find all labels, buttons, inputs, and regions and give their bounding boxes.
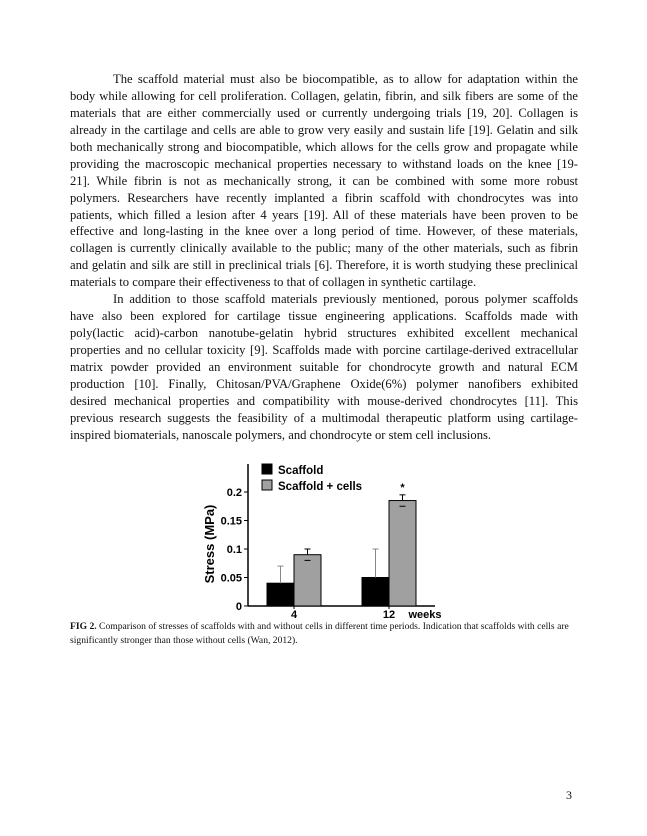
stress-bar-chart: [190, 460, 450, 620]
text-line: poly(lactic acid)-carbon nanotube-gelatin hybrid structures exhibited excellent mechanical: [70, 326, 578, 341]
text-line: materials to compare their effectiveness to that of collagen in synthetic cartilage.: [70, 275, 477, 290]
text-line: polymers. Researchers have recently implanted a fibrin scaffold with chondrocytes was into: [70, 190, 578, 205]
text-line: body while allowing for cell proliferation. Collagen, gelatin, fibrin, and silk fibers are some of the: [70, 88, 578, 103]
y-axis-title: Stress (MPa): [202, 504, 217, 584]
text-line: both mechanically strong and biocompatible, which allows for the cells grow and propagate while: [70, 139, 578, 154]
y-tick-label: 0.1: [226, 544, 242, 556]
text-line: previous research suggests the feasibility of a multimodal therapeutic platform using cartilage-: [70, 410, 578, 425]
caption-label: FIG 2.: [70, 621, 97, 632]
text-line: In addition to those scaffold materials previously mentioned, porous polymer scaffolds: [113, 292, 578, 307]
text-line: production [10]. Finally, Chitosan/PVA/Graphene Oxide(6%) polymer nanofibers exhibited: [70, 376, 578, 391]
legend-swatch: [262, 464, 272, 474]
text-line: The scaffold material must also be biocompatible, as to allow for adaptation within the: [113, 72, 578, 86]
text-line: materials that are either commercially used or currently undergoing trials [19, 20]. Collagen is: [70, 105, 578, 120]
text-line: already in the cartilage and cells are able to grow very easily and sustain life [19]. Gelatin and silk: [70, 122, 578, 137]
text-line: desired mechanical properties and compatibility with mouse-derived chondrocytes [11]. This: [70, 393, 578, 408]
significance-marker: *: [400, 481, 405, 494]
bar-scaffold-12: [362, 578, 389, 607]
y-tick-label: 0: [235, 601, 242, 613]
bar-scaffold-4: [267, 583, 294, 606]
text-line: properties and no cellular toxicity [9]. Scaffolds made with porcine cartilage-derived extracellular: [70, 343, 578, 357]
caption-text: Comparison of stresses of scaffolds with and without cells in different time periods. Indication that scaffolds with cells are significantly stronger than those without cells (Wan, 2012).: [70, 621, 569, 646]
text-line: 21]. While fibrin is not as mechanically strong, it can be combined with some more robust: [70, 173, 578, 188]
bar-scaffold-cells-4: [294, 555, 321, 606]
text-line: have also been explored for cartilage tissue engineering applications. Scaffolds made with: [70, 309, 578, 324]
bar-scaffold-cells-12: [389, 501, 416, 606]
y-tick-label: 0.15: [220, 515, 242, 528]
text-line: providing the macroscopic mechanical properties necessary to withstand loads on the knee [19-: [70, 156, 578, 171]
text-line: and gelatin and silk are still in preclinical trials [6]. Therefore, it is worth studying these preclinical: [70, 258, 578, 273]
text-line: matrix powder provided an environment suitable for chondrocyte growth and natural ECM: [70, 359, 578, 374]
text-line: collagen is currently clinically available to the public; many of the other materials, such as fibrin: [70, 241, 578, 256]
x-axis-title: weeks: [408, 609, 442, 620]
x-tick-label: 12: [382, 609, 396, 620]
x-tick-label: 4: [290, 609, 298, 620]
y-tick-label: 0.2: [226, 487, 242, 499]
y-tick-label: 0.05: [220, 572, 242, 585]
legend-label: Scaffold: [278, 465, 324, 477]
text-line: patients, which filled a lesion after 4 years [19]. All of these materials have been proven to be: [70, 207, 578, 222]
text-line: effective and long-lasting in the knee over a long period of time. However, of these materials,: [70, 224, 578, 239]
legend-swatch: [262, 480, 272, 490]
page-number: 3: [566, 788, 572, 802]
body-text: [70, 71, 578, 444]
figure-caption: [70, 620, 578, 647]
legend-label: Scaffold + cells: [278, 481, 363, 493]
text-line: inspired biomaterials, nanoscale polymers, and chondrocyte or stem cell inclusions.: [70, 427, 492, 442]
